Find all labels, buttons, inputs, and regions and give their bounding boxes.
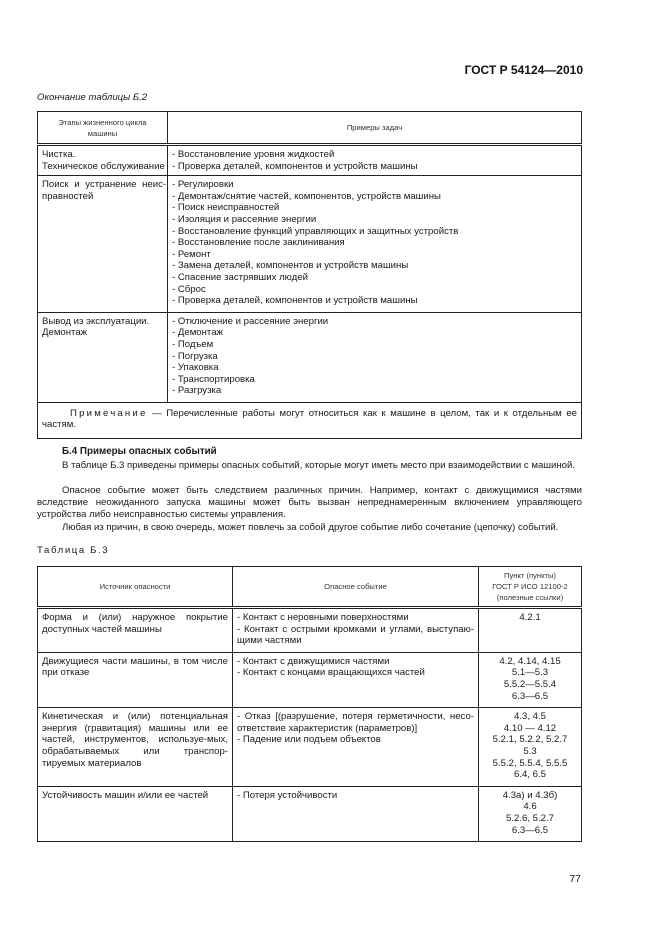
reference-item: 4.2.1 (519, 612, 541, 623)
task-item: - Упаковка (172, 362, 219, 374)
stage-line: Техническое обслуживание (42, 160, 165, 172)
task-item: - Регулировки (172, 179, 234, 191)
note-label: Примечание (70, 407, 148, 419)
task-item: - Спасение застрявших людей (172, 271, 308, 283)
event-item: - Потеря устойчивости (237, 789, 338, 801)
event-cell (233, 708, 479, 787)
task-item: - Восстановление уровня жидкостей (172, 149, 335, 160)
section-b4-paragraph: Опасное событие может быть следствием различных причин. Например, контакт с движущимися частями вследствие неожиданного запуска машины может быть вызван непреднамеренным включением управляющего устройства либо неисправностью системы управления. (37, 485, 582, 521)
section-b4-title: Б.4 Примеры опасных событий (62, 446, 217, 457)
event-cell (233, 786, 479, 841)
task-item: - Проверка деталей, компонентов и устройств машины (172, 160, 418, 172)
task-item: - Погрузка (172, 350, 218, 362)
task-item: - Сброс (172, 283, 206, 295)
reference-item: 6.3—6.5 (511, 690, 549, 702)
task-item: - Транспортировка (172, 373, 255, 385)
column-header-tasks: Примеры задач (168, 112, 582, 145)
task-item: - Восстановление функций управляющих и защитных устройств (172, 225, 459, 237)
reference-item: 4.6 (523, 801, 537, 813)
table-note (38, 402, 582, 438)
reference-item: 5.5.2, 5.5.4, 5.5.5 (492, 757, 568, 769)
column-header-event: Опасное событие (233, 567, 479, 608)
table-row (38, 786, 582, 841)
task-item: - Поиск неисправностей (172, 202, 280, 214)
table-note-row (38, 402, 582, 438)
page-number: 77 (569, 873, 581, 885)
table-b2-caption: Окончание таблицы Б.2 (37, 92, 148, 103)
stage-line: Демонтаж (42, 327, 88, 339)
header-line: (полезные ссылки) (496, 593, 564, 602)
stage-line: Чистка. (42, 149, 76, 160)
reference-item: 4.3, 4.5 (513, 711, 546, 723)
reference-item: 6.4, 6.5 (513, 769, 546, 781)
stage-line: правностей (42, 190, 94, 202)
event-item: - Контакт с концами вращающихся частей (237, 667, 425, 679)
tasks-cell (168, 145, 582, 176)
reference-cell (479, 652, 582, 707)
reference-cell (479, 786, 582, 841)
column-header-reference (479, 567, 582, 608)
task-item: - Изоляция и рассеяние энергии (172, 213, 317, 225)
event-item: - Отказ [(разрушение, потеря герметичности, несо-ответствие характеристик (параметров)] (237, 711, 474, 734)
task-item: - Разгрузка (172, 385, 222, 397)
reference-item: 5.2.6, 5.2.7 (505, 812, 554, 824)
header-line: ГОСТ Р ИСО 12100-2 (492, 582, 568, 591)
stage-cell (38, 176, 168, 313)
table-row (38, 176, 582, 313)
reference-item: 5.2.1, 5.2.2, 5.2.7 (492, 734, 568, 746)
column-header-stage: Этапы жизненного цикла машины (38, 112, 168, 145)
header-line: Пункт (пункты) (504, 571, 556, 580)
reference-item: 5.1—5.3 (511, 667, 549, 679)
table-b2 (37, 111, 582, 439)
table-b3 (37, 566, 582, 842)
event-cell (233, 608, 479, 653)
table-header-row (38, 112, 582, 145)
event-cell (233, 652, 479, 707)
reference-item: 4.3а) и 4.3б) (502, 789, 558, 801)
event-item: - Падение или подъем объектов (237, 734, 381, 746)
reference-cell (479, 608, 582, 653)
document-id-header: ГОСТ Р 54124—2010 (464, 63, 583, 77)
stage-cell (38, 145, 168, 176)
task-item: - Подъем (172, 338, 214, 350)
reference-item: 4.10 — 4.12 (503, 722, 557, 734)
task-item: - Восстановление после заклинивания (172, 237, 345, 249)
task-item: - Демонтаж (172, 327, 223, 339)
table-row (38, 652, 582, 707)
stage-line: Вывод из эксплуатации. (42, 315, 150, 327)
task-item: - Ремонт (172, 248, 211, 260)
task-item: - Отключение и рассеяние энергии (172, 315, 329, 327)
column-header-source: Источник опасности (38, 567, 233, 608)
event-item: - Контакт с неровными поверхностями (237, 612, 409, 623)
task-item: - Замена деталей, компонентов и устройств машины (172, 260, 409, 272)
note-text: — Перечисленные работы могут относиться как к машине в целом, так и к отдельным ее частям. (42, 407, 577, 431)
section-b4-paragraph: В таблице Б.3 приведены примеры опасных событий, которые могут иметь место при взаимодействии с машиной. (62, 460, 576, 471)
reference-item: 5.3 (523, 745, 537, 757)
table-header-row (38, 567, 582, 608)
tasks-cell (168, 176, 582, 313)
tasks-cell (168, 312, 582, 402)
source-cell: Устойчивость машин и/или ее частей (38, 786, 233, 841)
reference-cell (479, 708, 582, 787)
table-row (38, 608, 582, 653)
event-item: - Контакт с движущимися частями (237, 655, 390, 667)
source-cell: Кинетическая и (или) потенциальная энергия (гравитация) машины или ее частей, инструментов, используе-мых, обрабатываемых или транспор-тируемых материалов (38, 708, 233, 787)
table-b3-caption: Таблица Б.3 (37, 545, 110, 556)
task-item: - Проверка деталей, компонентов и устройств машины (172, 295, 418, 307)
reference-item: 6.3—6.5 (511, 824, 549, 836)
source-cell: Форма и (или) наружное покрытие доступных частей машины (38, 608, 233, 653)
reference-item: 4.2, 4.14, 4.15 (499, 655, 561, 667)
table-row (38, 312, 582, 402)
source-cell: Движущиеся части машины, в том числе при отказе (38, 652, 233, 707)
stage-line: Поиск и устранение неис- (42, 179, 167, 191)
table-row (38, 145, 582, 176)
table-row (38, 708, 582, 787)
task-item: - Демонтаж/снятие частей, компонентов, устройств машины (172, 190, 441, 202)
event-item: - Контакт с острыми кромками и углами, выступаю-щими частями (237, 623, 474, 647)
stage-cell (38, 312, 168, 402)
reference-item: 5.5.2—5.5.4 (503, 678, 557, 690)
section-b4-paragraph: Любая из причин, в свою очередь, может повлечь за собой другое событие либо сочетание (цепочку) событий. (62, 522, 559, 533)
